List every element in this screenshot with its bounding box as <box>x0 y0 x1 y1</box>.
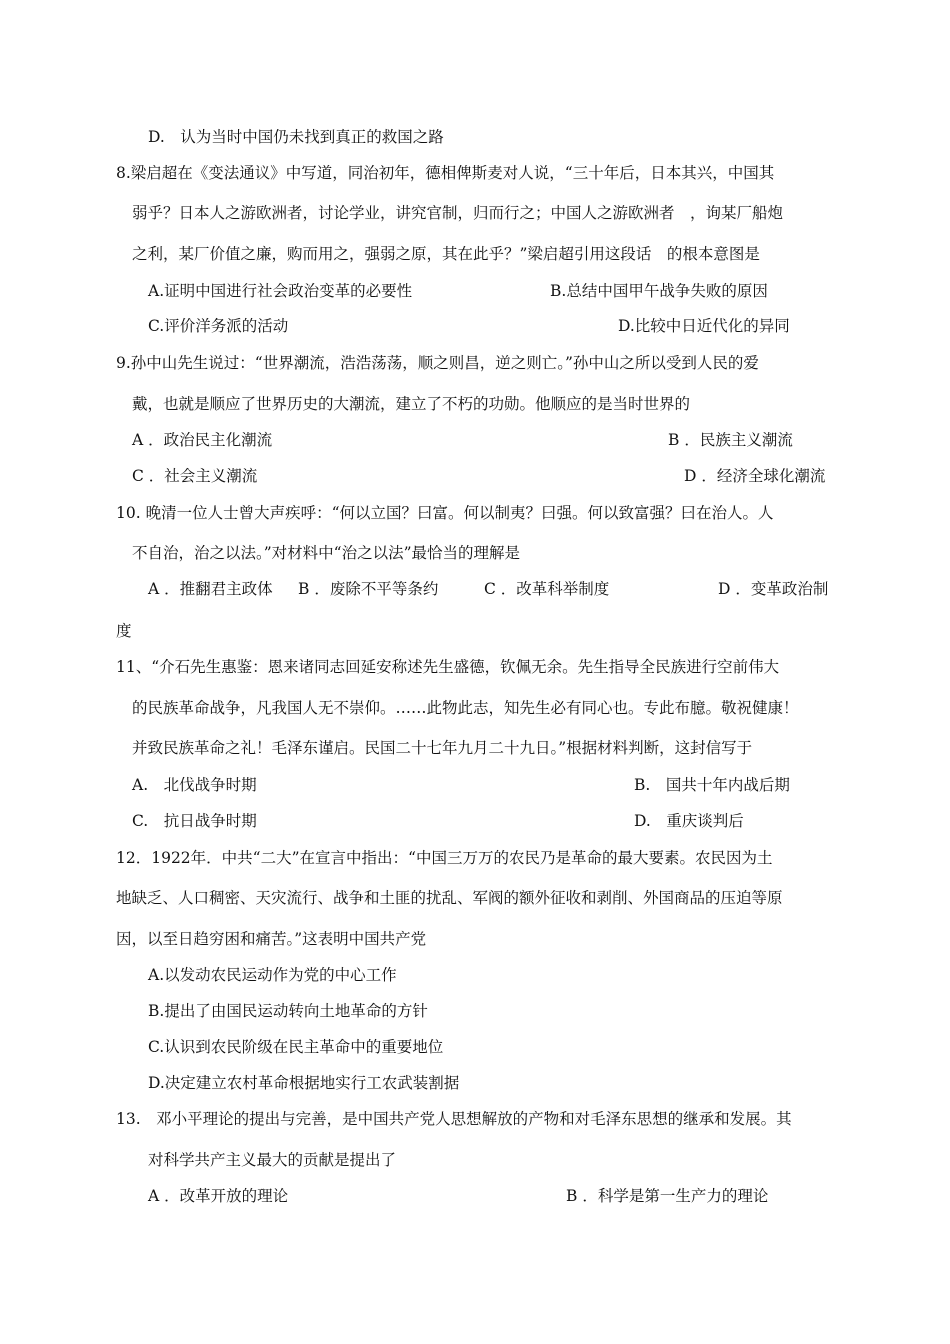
q9-option-d: D ．经济全球化潮流 <box>684 467 826 485</box>
q13-option-b: B ．科学是第一生产力的理论 <box>566 1187 769 1205</box>
q12-option-b: B.提出了由国民运动转向土地革命的方针 <box>148 1002 428 1020</box>
q12-option-c: C.认识到农民阶级在民主革命中的重要地位 <box>148 1038 444 1056</box>
q10-stem-line-1: 10. 晚清一位人士曾大声疾呼：“何以立国？曰富。何以制夷？曰强。何以致富强？曰在治人。人 <box>116 504 774 522</box>
q9-stem-line-2: 戴，也就是顺应了世界历史的大潮流，建立了不朽的功勋。他顺应的是当时世界的 <box>132 395 691 413</box>
q11-option-b: B. 国共十年内战后期 <box>634 776 790 794</box>
q12-stem-line-3: 因，以至日趋穷困和痛苦。”这表明中国共产党 <box>116 930 427 948</box>
q11-stem-line-3: 并致民族革命之礼！毛泽东谨启。民国二十七年九月二十九日。”根据材料判断，这封信写于 <box>132 739 753 757</box>
q8-stem-line-3: 之利，某厂价值之廉，购而用之，强弱之原，其在此乎？”梁启超引用这段话 的根本意图是 <box>132 245 760 263</box>
q10-option-b: B ．废除不平等条约 <box>298 580 439 598</box>
q8-option-d: D.比较中日近代化的异同 <box>618 317 790 335</box>
q9-option-a: A ．政治民主化潮流 <box>132 431 273 449</box>
q8-option-c: C.评价洋务派的活动 <box>148 317 289 335</box>
q8-stem-line-2: 弱乎？日本人之游欧洲者，讨论学业，讲究官制，归而行之；中国人之游欧洲者 ，询某厂船炮 <box>132 204 784 222</box>
q11-option-c: C. 抗日战争时期 <box>132 812 257 830</box>
q11-stem-line-1: 11、“介石先生惠鉴：恩来诸同志回延安称述先生盛德，钦佩无余。先生指导全民族进行空前伟大 <box>116 658 780 676</box>
q12-option-d: D.决定建立农村革命根据地实行工农武装割据 <box>148 1074 460 1092</box>
q12-stem-line-2: 地缺乏、人口稠密、天灾流行、战争和土匪的扰乱、军阀的额外征收和剥削、外国商品的压迫等原 <box>116 889 783 907</box>
q10-option-d-continued: 度 <box>116 622 132 640</box>
q10-stem-line-2: 不自治，治之以法。”对材料中“治之以法”最恰当的理解是 <box>132 544 521 562</box>
q13-option-a: A ．改革开放的理论 <box>148 1187 289 1205</box>
q8-option-b: B.总结中国甲午战争失败的原因 <box>550 282 768 300</box>
q8-stem-line-1: 8.梁启超在《变法通议》中写道，同治初年，德相俾斯麦对人说，“三十年后，日本其兴，中国其 <box>116 164 775 182</box>
q10-option-d: D ．变革政治制 <box>718 580 829 598</box>
q12-option-a: A.以发动农民运动作为党的中心工作 <box>148 966 397 984</box>
q11-option-d: D. 重庆谈判后 <box>634 812 744 830</box>
q10-option-a: A ．推翻君主政体 <box>148 580 273 598</box>
q13-stem-line-1: 13. 邓小平理论的提出与完善，是中国共产党人思想解放的产物和对毛泽东思想的继承和发展。其 <box>116 1110 792 1128</box>
q11-option-a: A. 北伐战争时期 <box>132 776 257 794</box>
q7-option-d: D. 认为当时中国仍未找到真正的救国之路 <box>148 128 444 146</box>
q9-stem-line-1: 9.孙中山先生说过：“世界潮流，浩浩荡荡，顺之则昌，逆之则亡。”孙中山之所以受到人民的爱 <box>116 354 759 372</box>
q10-option-c: C ．改革科举制度 <box>484 580 610 598</box>
q9-option-c: C ．社会主义潮流 <box>132 467 258 485</box>
q13-stem-line-2: 对科学共产主义最大的贡献是提出了 <box>148 1151 397 1169</box>
q8-option-a: A.证明中国进行社会政治变革的必要性 <box>148 282 413 300</box>
q9-option-b: B ．民族主义潮流 <box>668 431 793 449</box>
q12-stem-line-1: 12．1922年．中共“二大”在宣言中指出：“中国三万万的农民乃是革命的最大要素。农民因为土 <box>116 849 773 867</box>
q11-stem-line-2: 的民族革命战争，凡我国人无不崇仰。……此物此志，知先生必有同心也。专此布臆。敬祝健康！ <box>132 699 799 717</box>
